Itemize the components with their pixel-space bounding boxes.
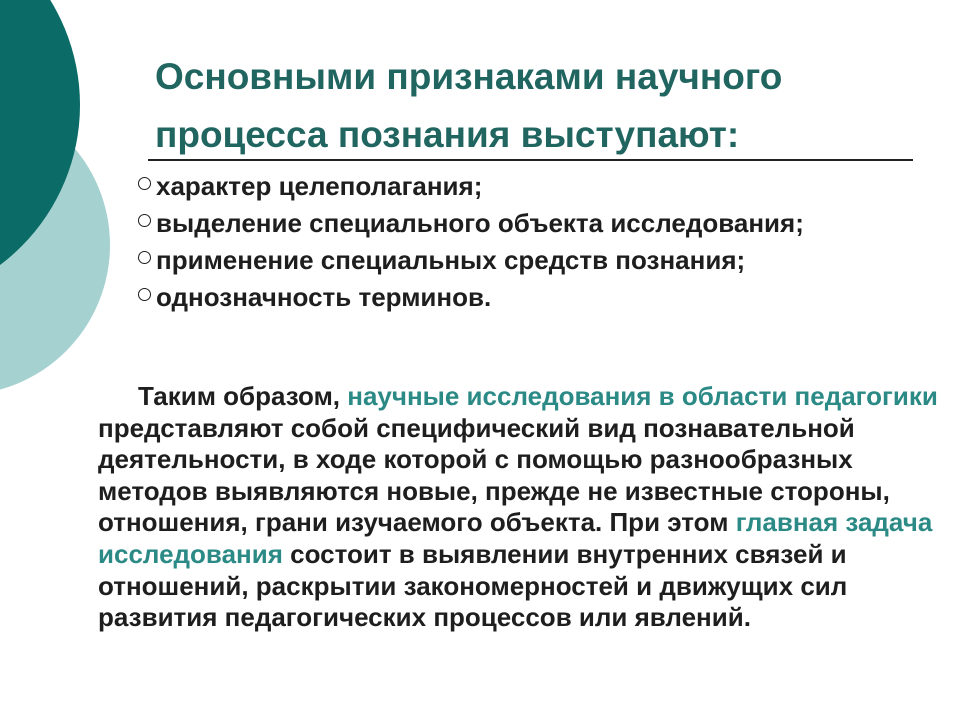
summary-highlight: научные исследования в области педагогики: [347, 381, 938, 411]
bullet-list: [98, 170, 918, 318]
bullet-item: [98, 281, 918, 313]
bullet-text: применение специальных средств познания;: [156, 245, 746, 275]
summary-text: представляют собой специфический вид познавательной деятельности, в ходе которой с помощью разнообразных методов выявляются новые, прежде не известные стороны, отношения, грани изучаемого объекта. При этом: [98, 412, 890, 538]
summary-paragraph: [98, 381, 953, 634]
bullet-item: [98, 244, 918, 276]
bullet-item: [98, 207, 918, 239]
title-divider: [148, 159, 913, 161]
circle-bullet-icon: [138, 214, 151, 227]
summary-highlight: главная задача исследования: [98, 507, 933, 569]
summary-text: состоит в выявлении внутренних связей и отношений, раскрытии закономерностей и движущих сил развития педагогических процессов или явлений.: [98, 538, 848, 633]
summary-text: Таким образом,: [138, 381, 348, 411]
circle-bullet-icon: [138, 251, 151, 264]
bullet-text: выделение специального объекта исследования;: [156, 208, 804, 238]
bullet-text: однозначность терминов.: [156, 282, 492, 312]
slide-title: Основными признаками научного процесса познания выступают:: [155, 56, 783, 155]
circle-bullet-icon: [138, 177, 151, 190]
bullet-text: характер целеполагания;: [156, 171, 483, 201]
circle-bullet-icon: [138, 288, 151, 301]
bullet-item: [98, 170, 918, 202]
